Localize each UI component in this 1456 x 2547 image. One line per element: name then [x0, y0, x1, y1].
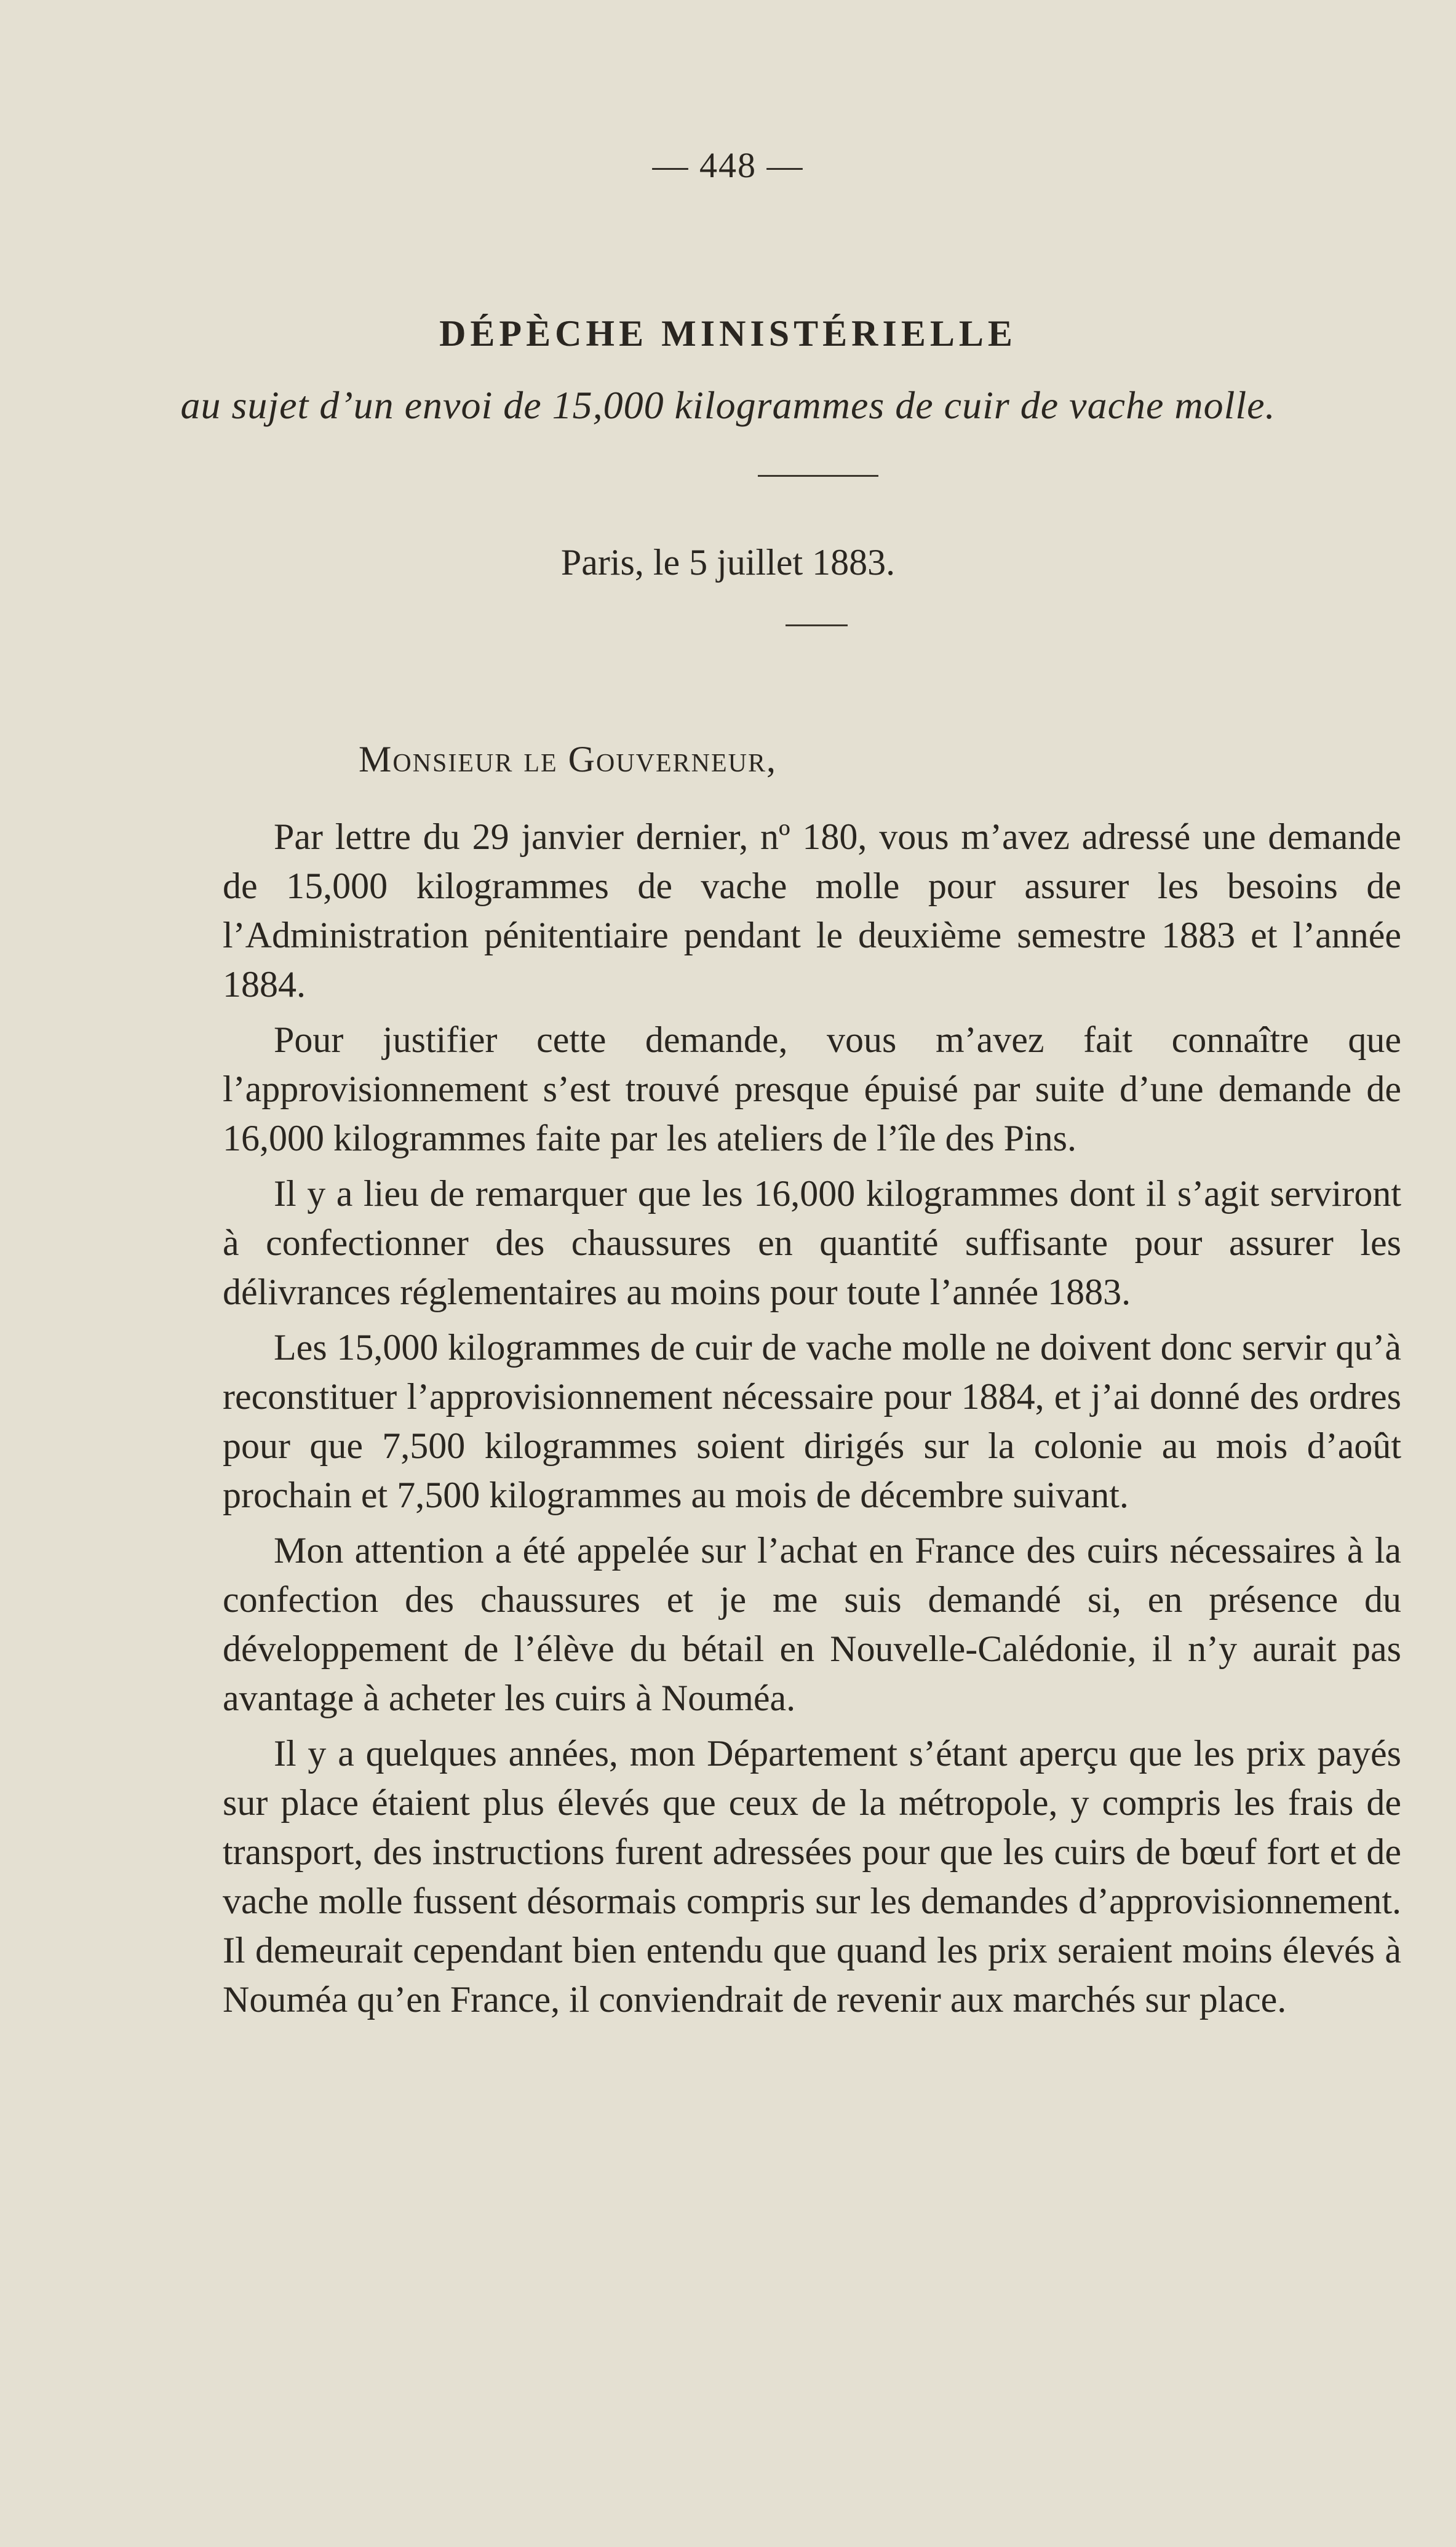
paragraph: Les 15,000 kilogrammes de cuir de vache molle ne doivent donc servir qu’à reconstituer l’approvisionnement nécessaire pour 1884, et j’ai donné des ordres pour que 7,500 kilogrammes soient dirigés sur la colonie au mois d’août prochain et 7,500 kilogrammes au mois de décembre suivant.	[223, 1327, 1401, 1515]
title-divider	[758, 475, 878, 477]
paragraph: Mon attention a été appelée sur l’achat en France des cuirs nécessaires à la confection des chaussures et je me suis demandé si, en présence du développement de l’élève du bétail en Nouvelle-Calédonie, il n’y aurait pas avantage à acheter les cuirs à Nouméa.	[223, 1530, 1401, 1718]
dateline-divider	[786, 624, 848, 626]
paragraph: Il y a lieu de remarquer que les 16,000 kilogrammes dont il s’agit serviront à confectionner des chaussures en quantité suffisante pour assurer les délivrances réglementaires au moins pour toute l’année 1883.	[223, 1173, 1401, 1312]
letter-body	[223, 812, 1401, 2030]
paragraph: Pour justifier cette demande, vous m’avez fait connaître que l’approvisionnement s’est trouvé presque épuisé par suite d’une demande de 16,000 kilogrammes faite par les ateliers de l’île des Pins.	[223, 1019, 1401, 1158]
salutation: Monsieur le Gouverneur,	[359, 739, 777, 779]
page-number: — 448 —	[652, 145, 804, 185]
document-title: DÉPÈCHE MINISTÉRIELLE	[439, 313, 1017, 354]
paragraph: Par lettre du 29 janvier dernier, nº 180, vous m’avez adressé une demande de 15,000 kilogrammes de vache molle pour assurer les besoins de l’Administration pénitentiaire pendant le deuxième semestre 1883 et l’année 1884.	[223, 816, 1401, 1005]
dateline: Paris, le 5 juillet 1883.	[560, 542, 896, 583]
document-subtitle: au sujet d’un envoi de 15,000 kilogrammes de cuir de vache molle.	[180, 383, 1276, 427]
paragraph: Il y a quelques années, mon Département s’étant aperçu que les prix payés sur place étaient plus élevés que ceux de la métropole, y compris les frais de transport, des instructions furent adressées pour que les cuirs de bœuf fort et de vache molle fussent désormais compris sur les demandes d’approvisionnement. Il demeurait cependant bien entendu que quand les prix seraient moins élevés à Nouméa qu’en France, il conviendrait de revenir aux marchés sur place.	[223, 1733, 1401, 2020]
